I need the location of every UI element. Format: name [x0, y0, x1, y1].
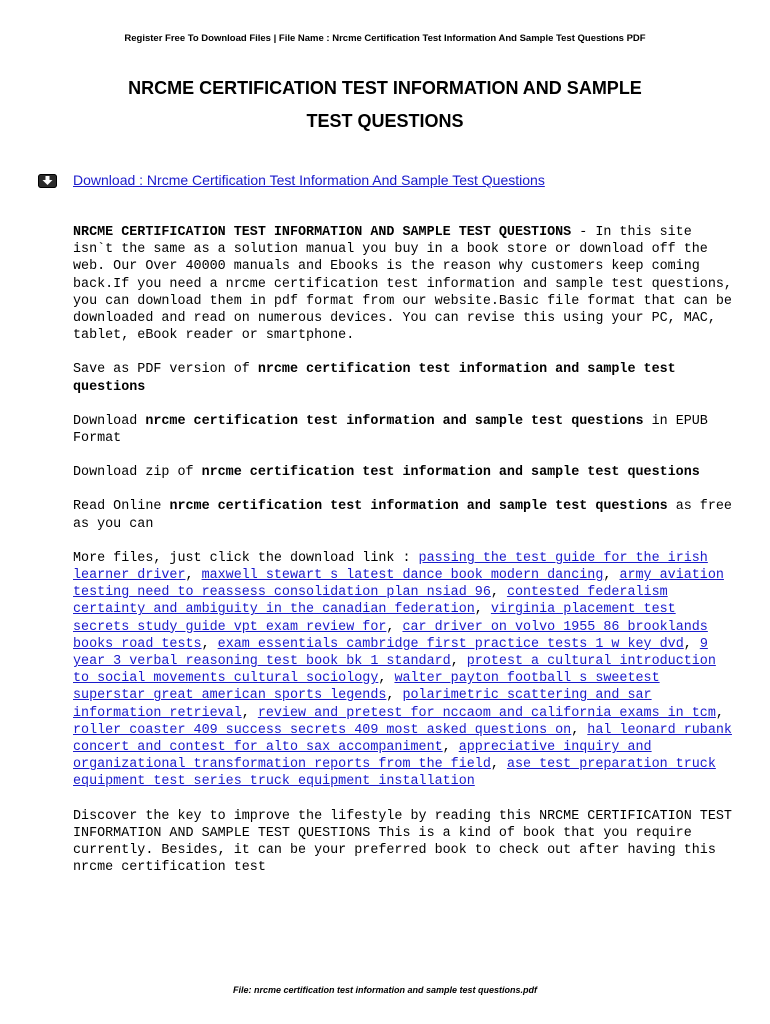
more-file-link[interactable]: 9 year 3 verbal reasoning test book bk 1 standard — [73, 636, 708, 670]
more-files-prefix: More files, just click the download link : — [73, 550, 419, 566]
save-pdf-prefix: Save as PDF version of — [73, 362, 258, 378]
online-suffix: as free as you can — [73, 499, 732, 532]
title-line-1: NRCME CERTIFICATION TEST INFORMATION AND SAMPLE — [128, 78, 642, 98]
epub-suffix: in EPUB Format — [73, 413, 708, 447]
more-file-link[interactable]: army aviation testing need to reassess consolidation plan nsiad 96 — [73, 568, 724, 601]
more-file-link[interactable]: passing the test guide for the irish learner driver — [73, 550, 708, 584]
online-bold: nrcme certification test information and sample test questions — [169, 499, 668, 515]
save-pdf-bold: nrcme certification test information and sample test questions — [73, 362, 676, 395]
document-body — [73, 224, 733, 894]
title-line-2: TEST QUESTIONS — [306, 111, 464, 131]
more-file-link[interactable]: walter payton football s sweetest superstar great american sports legends — [73, 671, 660, 704]
zip-paragraph — [73, 464, 733, 481]
intro-bold-title: NRCME CERTIFICATION TEST INFORMATION AND SAMPLE TEST QUESTIONS — [73, 225, 572, 240]
online-paragraph — [73, 498, 733, 532]
more-file-link[interactable]: maxwell stewart s latest dance book modern dancing — [201, 568, 604, 584]
more-file-link[interactable]: polarimetric scattering and sar information retrieval — [73, 688, 652, 721]
more-file-link[interactable]: protest a cultural introduction to social movements cultural sociology — [73, 654, 716, 687]
more-file-link[interactable]: ase test preparation truck equipment test series truck equipment installation — [73, 757, 716, 790]
more-file-link[interactable]: virginia placement test secrets study guide vpt exam review for — [73, 602, 676, 635]
more-file-link[interactable]: exam essentials cambridge first practice tests 1 w key dvd — [217, 636, 684, 652]
online-prefix: Read Online — [73, 499, 170, 515]
page-title — [40, 72, 730, 138]
intro-paragraph — [73, 224, 733, 344]
more-file-link[interactable]: appreciative inquiry and organizational transformation reports from the field — [73, 740, 652, 773]
save-pdf-paragraph — [73, 361, 733, 395]
intro-text: - In this site isn`t the same as a solution manual you buy in a book store or download off the web. Our Over 40000 manuals and Ebooks is the reason why customers keep coming back.If you need a nrcme certification test information and sample test questions, you can download them in pdf format from our website.Basic file format that can be downloaded and read on numerous devices. You can revise this using your PC, MAC, tablet, eBook reader or smartphone. — [73, 225, 732, 344]
more-file-link[interactable]: contested federalism certainty and ambiguity in the canadian federation — [73, 585, 668, 618]
more-file-link[interactable]: hal leonard rubank concert and contest for alto sax accompaniment — [73, 722, 732, 756]
zip-prefix: Download zip of — [73, 465, 202, 481]
discover-paragraph: Discover the key to improve the lifestyle by reading this NRCME CERTIFICATION TEST INFORMATION AND SAMPLE TEST QUESTIONS This is a kind of book that you require currently. Besides, it can be your preferred book to check out after having this nrcme certification test — [73, 808, 732, 876]
more-file-link[interactable]: car driver on volvo 1955 86 brooklands books road tests — [73, 619, 708, 652]
more-files-paragraph: More files, just click the download link : passing the test guide for the irish learner driver, maxwell stewart s latest dance book modern dancing, army aviation testing need to reassess consolidation plan nsiad 96, contested federalism certainty and ambiguity in the canadian federation, virginia placement test secrets study guide vpt exam review for, car driver on volvo 1955 86 brooklands books road tests, exam essentials cambridge first practice tests 1 w key dvd, 9 year 3 verbal reasoning test book bk 1 standard, protest a cultural introduction to social movements cultural sociology, walter payton football s sweetest superstar great american sports legends, polarimetric scattering and sar information retrieval, review and pretest for nccaom and california exams in tcm, roller coaster 409 success secrets 409 most asked questions on, hal leonard rubank concert and contest for alto sax accompaniment, appreciative inquiry and organizational transformation reports from the field, ase test preparation truck equipment test series truck equipment installation — [73, 550, 732, 790]
more-file-link[interactable]: roller coaster 409 success secrets 409 most asked questions on — [73, 722, 572, 738]
download-icon[interactable] — [38, 174, 57, 188]
more-file-link[interactable]: review and pretest for nccaom and california exams in tcm — [257, 705, 716, 721]
epub-bold: nrcme certification test information and sample test questions — [145, 413, 644, 429]
download-link[interactable]: Download : Nrcme Certification Test Information And Sample Test Questions — [73, 172, 545, 188]
epub-prefix: Download — [73, 413, 146, 429]
zip-bold: nrcme certification test information and sample test questions — [201, 465, 700, 481]
page-header: Register Free To Download Files | File Name : Nrcme Certification Test Information And Sample Test Questions PDF — [124, 33, 646, 44]
page-footer: File: nrcme certification test information and sample test questions.pdf — [232, 985, 538, 995]
epub-paragraph — [73, 413, 733, 447]
